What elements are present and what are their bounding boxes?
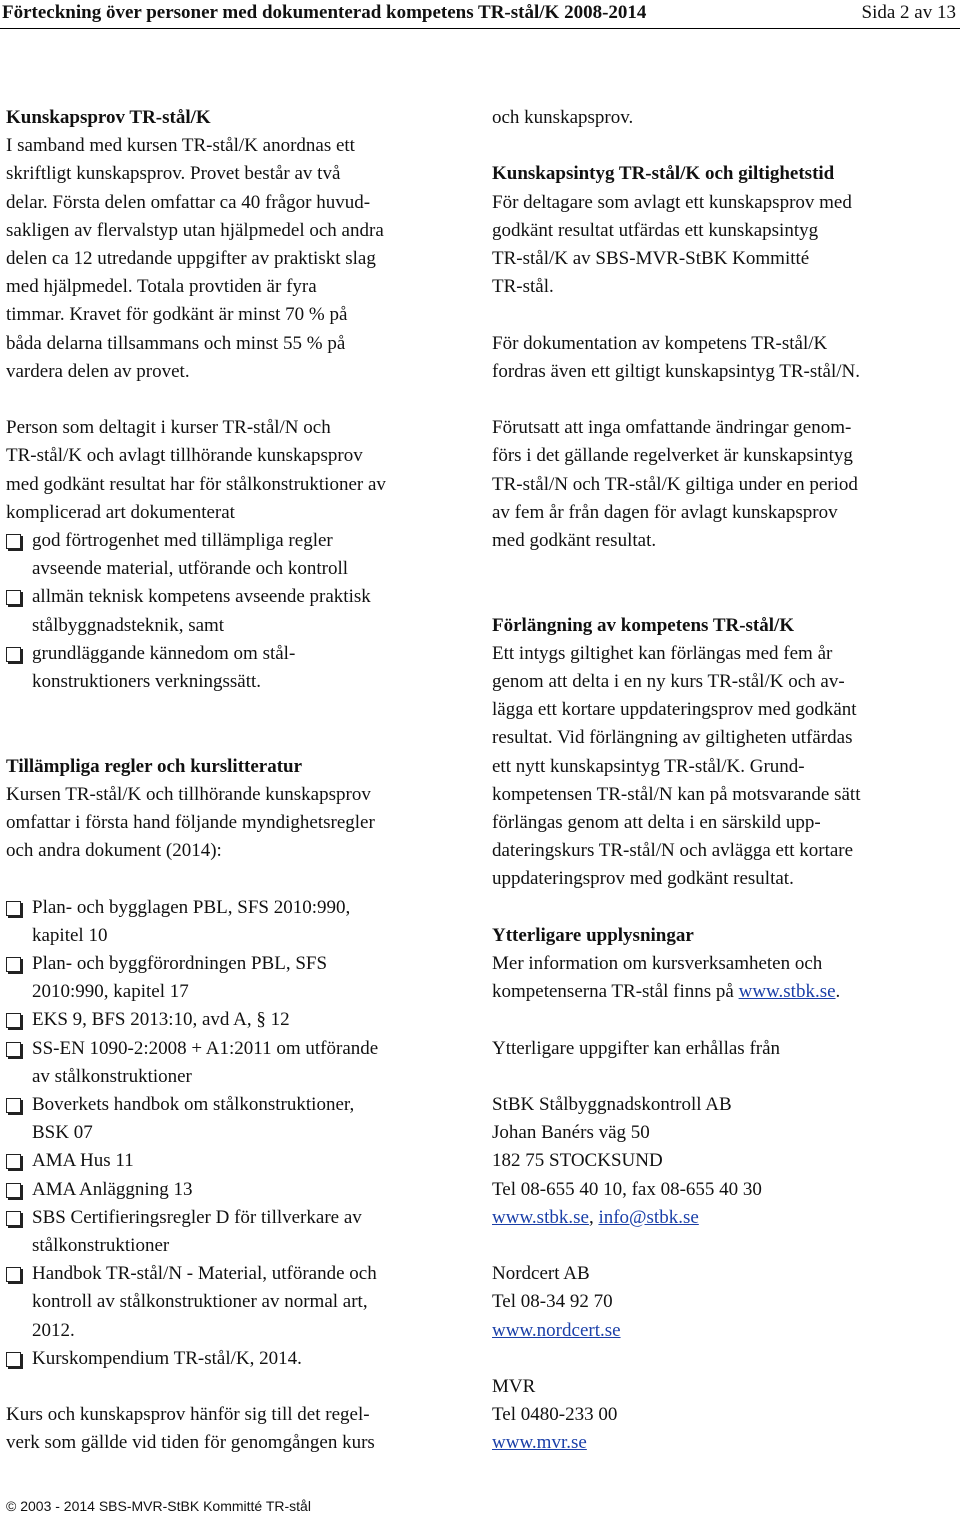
checkbox-bullet-icon [6, 1098, 21, 1113]
list-item [6, 1176, 468, 1204]
text-line: godkänt resultat utfärdas ett kunskapsintyg [492, 219, 819, 241]
list-item [6, 1345, 468, 1373]
text-line: kapitel 10 [32, 924, 108, 946]
text-line: skriftligt kunskapsprov. Provet består av två [6, 163, 341, 185]
checkbox-bullet-icon [6, 1154, 21, 1169]
text-line: avseende material, utförande och kontroll [32, 558, 349, 580]
closing-paragraph [6, 1401, 468, 1457]
text-line: Kurs och kunskapsprov hänför sig till det regel- [6, 1404, 370, 1426]
text-line: Förutsatt att inga omfattande ändringar genom- [492, 417, 852, 439]
text-line: kontroll av stålkonstruktioner av normal art, [32, 1291, 368, 1313]
dokumentation-paragraph [492, 330, 954, 386]
stbk-email-link[interactable]: info@stbk.se [598, 1206, 699, 1228]
checkbox-bullet-icon [6, 1267, 21, 1282]
text-line: StBK Stålbyggnadskontroll AB [492, 1094, 732, 1115]
text-line [492, 1317, 954, 1345]
text-line: Tel 08-34 92 70 [492, 1291, 613, 1313]
text-line: Nordcert AB [492, 1263, 590, 1285]
text-line: För deltagare som avlagt ett kunskapsprov med [492, 191, 852, 213]
text-line: uppdateringsprov med godkänt resultat. [492, 868, 794, 890]
mvr-link[interactable]: www.mvr.se [492, 1432, 587, 1454]
text-line: av fem år från dagen för avlagt kunskapsprov [492, 501, 838, 523]
text-line: dateringskurs TR-stål/N och avlägga ett kortare [492, 840, 854, 862]
checkbox-bullet-icon [6, 901, 21, 916]
text-line: allmän teknisk kompetens avseende praktisk [32, 586, 371, 608]
right-column [492, 104, 954, 1458]
section-heading-regler: Tillämpliga regler och kurslitteratur [6, 755, 303, 777]
text-line: AMA Anläggning 13 [32, 1178, 193, 1200]
kunskapsintyg-text [492, 189, 954, 302]
text-line: ett nytt kunskapsintyg TR-stål/K. Grund- [492, 755, 805, 777]
checkbox-bullet-icon [6, 1183, 21, 1198]
section-heading-kunskapsprov: Kunskapsprov TR-stål/K [6, 107, 211, 128]
text-line [492, 1429, 954, 1457]
text-line: Mer information om kursverksamheten och [492, 953, 823, 975]
kunskapsprov-text [6, 132, 468, 386]
text-line: TR-stål/N och TR-stål/K giltiga under en period [492, 473, 858, 495]
text-line: Kursen TR-stål/K och tillhörande kunskapsprov [6, 783, 371, 805]
text-line: I samband med kursen TR-stål/K anordnas ett [6, 135, 355, 157]
text-line: sakligen av flervalstyp utan hjälpmedel och andra [6, 219, 384, 241]
competence-list [6, 527, 468, 696]
text-line: 2010:990, kapitel 17 [32, 981, 189, 1003]
text-line: Boverkets handbok om stålkonstruktioner, [32, 1094, 355, 1116]
text-line: vardera delen av provet. [6, 360, 190, 382]
stbk-contact-link[interactable]: www.stbk.se [492, 1206, 589, 1228]
contact-mvr [492, 1373, 954, 1458]
text-line: komplicerad art dokumenterat [6, 501, 235, 523]
text-line: förs i det gällande regelverket är kunskapsintyg [492, 445, 853, 467]
text-line: TR-stål. [492, 276, 554, 298]
text-line: BSK 07 [32, 1122, 93, 1144]
text-line: stålkonstruktioner [32, 1235, 170, 1257]
list-item [6, 583, 468, 639]
text-line: SS-EN 1090-2:2008 + A1:2011 om utförande [32, 1037, 379, 1059]
text-fragment: . [835, 981, 841, 1003]
checkbox-bullet-icon [6, 534, 21, 549]
text-line: Plan- och byggförordningen PBL, SFS [32, 953, 328, 975]
header-rule [0, 28, 960, 29]
text-line: Tel 0480-233 00 [492, 1404, 618, 1426]
contact-nordcert [492, 1260, 954, 1345]
text-line: TR-stål/K och avlagt tillhörande kunskapsprov [6, 445, 363, 467]
text-line: Ytterligare uppgifter kan erhållas från [492, 1037, 781, 1059]
text-line: EKS 9, BFS 2013:10, avd A, § 12 [32, 1009, 290, 1031]
text-line: Tel 08-655 40 10, fax 08-655 40 30 [492, 1178, 762, 1200]
text-line [492, 978, 954, 1006]
list-item [6, 1260, 468, 1345]
list-item [6, 1204, 468, 1260]
list-item [6, 640, 468, 696]
section-heading-kunskapsintyg: Kunskapsintyg TR-stål/K och giltighetstid [492, 163, 835, 185]
section-heading-forlangning: Förlängning av kompetens TR-stål/K [492, 614, 795, 636]
text-line: Handbok TR-stål/N - Material, utförande och [32, 1263, 377, 1285]
document-title: Förteckning över personer med dokumenterad kompetens TR-stål/K 2008-2014 [2, 2, 647, 23]
contact-stbk [492, 1091, 954, 1232]
text-line: och andra dokument (2014): [6, 840, 222, 862]
list-item [6, 894, 468, 950]
competence-paragraph [6, 414, 468, 527]
list-item [6, 1035, 468, 1091]
checkbox-bullet-icon [6, 647, 21, 662]
checkbox-bullet-icon [6, 1211, 21, 1226]
text-line: förlängas genom att delta i en särskild upp- [492, 812, 821, 834]
text-line: omfattar i första hand följande myndighetsregler [6, 812, 375, 834]
stbk-website-link[interactable]: www.stbk.se [738, 981, 836, 1003]
text-line: Johan Banérs väg 50 [492, 1122, 650, 1144]
text-line: delen ca 12 utredande uppgifter av praktiskt slag [6, 248, 376, 270]
text-line: med hjälpmedel. Totala provtiden är fyra [6, 276, 317, 298]
text-line: Kurskompendium TR-stål/K, 2014. [32, 1347, 302, 1369]
text-line: MVR [492, 1376, 536, 1397]
text-line: resultat. Vid förlängning av giltigheten utfärdas [492, 727, 853, 749]
text-line: och kunskapsprov. [492, 107, 634, 128]
list-item [6, 1006, 468, 1034]
text-fragment: kompetenserna TR-stål finns på [492, 981, 739, 1003]
text-line: TR-stål/K av SBS-MVR-StBK Kommitté [492, 248, 810, 269]
checkbox-bullet-icon [6, 1352, 21, 1367]
text-line: lägga ett kortare uppdateringsprov med godkänt [492, 699, 857, 721]
checkbox-bullet-icon [6, 1013, 21, 1028]
text-line: grundläggande kännedom om stål- [32, 642, 296, 664]
text-line: AMA Hus 11 [32, 1150, 134, 1172]
text-line: av stålkonstruktioner [32, 1065, 192, 1087]
text-line: genom att delta i en ny kurs TR-stål/K och av- [492, 671, 845, 692]
nordcert-link[interactable]: www.nordcert.se [492, 1319, 621, 1341]
text-line [492, 1204, 954, 1232]
list-item [6, 1091, 468, 1147]
page-header [0, 0, 960, 26]
text-line: Person som deltagit i kurser TR-stål/N och [6, 417, 331, 439]
list-item [6, 527, 468, 583]
text-line: SBS Certifieringsregler D för tillverkare av [32, 1206, 362, 1228]
text-line: båda delarna tillsammans och minst 55 % på [6, 332, 346, 354]
checkbox-bullet-icon [6, 590, 21, 605]
text-line: med godkänt resultat har för stålkonstruktioner av [6, 473, 386, 495]
text-line: verk som gällde vid tiden för genomgången kurs [6, 1432, 375, 1454]
text-line: stålbyggnadsteknik, samt [32, 614, 225, 636]
text-fragment: , [588, 1206, 599, 1228]
list-item [6, 1147, 468, 1175]
text-line: kompetensen TR-stål/N kan på motsvarande sätt [492, 783, 861, 805]
text-line: med godkänt resultat. [492, 530, 657, 551]
regler-text [6, 781, 468, 866]
text-line: Plan- och bygglagen PBL, SFS 2010:990, [32, 896, 351, 918]
text-line: timmar. Kravet för godkänt är minst 70 % på [6, 304, 348, 326]
text-line: konstruktioners verkningssätt. [32, 671, 262, 693]
regler-list [6, 894, 468, 1373]
page-number: Sida 2 av 13 [861, 2, 956, 23]
text-line: god förtrogenhet med tillämpliga regler [32, 530, 333, 552]
text-line: delar. Första delen omfattar ca 40 frågor huvud- [6, 191, 371, 213]
giltighet-paragraph [492, 414, 954, 555]
text-line: För dokumentation av kompetens TR-stål/K [492, 332, 828, 354]
text-line: fordras även ett giltigt kunskapsintyg TR-stål/N. [492, 360, 860, 382]
forlangning-text [492, 640, 954, 894]
checkbox-bullet-icon [6, 957, 21, 972]
page-footer: © 2003 - 2014 SBS-MVR-StBK Kommitté TR-stål [6, 1498, 311, 1514]
checkbox-bullet-icon [6, 1042, 21, 1057]
section-heading-upplysningar: Ytterligare upplysningar [492, 924, 694, 946]
text-line: 2012. [32, 1319, 75, 1341]
left-column [6, 104, 468, 1458]
text-line: Ett intygs giltighet kan förlängas med fem år [492, 642, 833, 664]
text-line: 182 75 STOCKSUND [492, 1150, 663, 1172]
list-item [6, 950, 468, 1006]
